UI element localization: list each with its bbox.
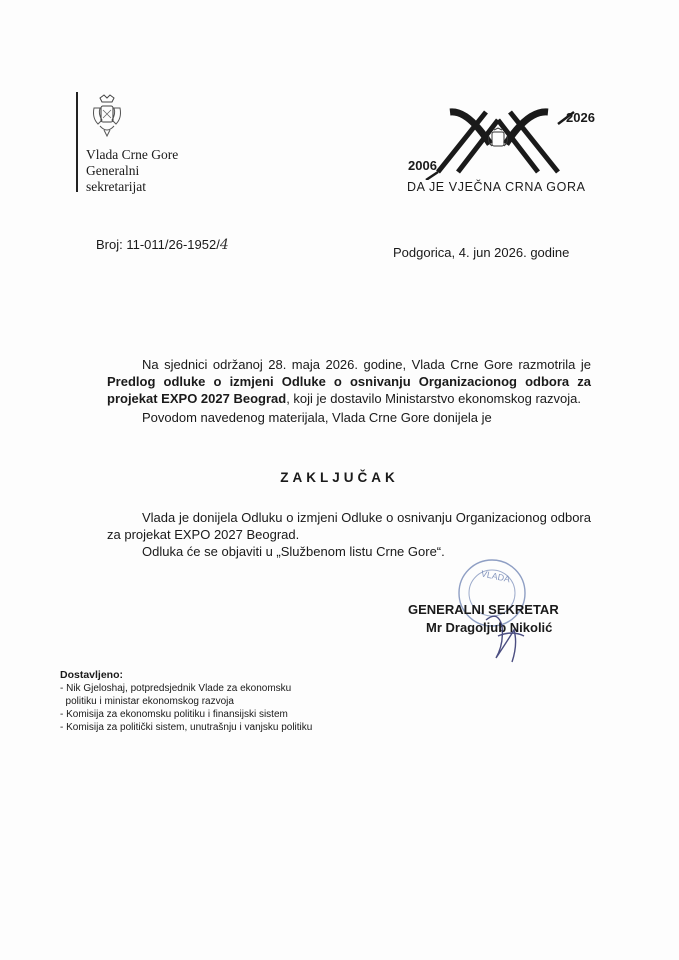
recipients-items <box>60 682 312 734</box>
organization-name <box>86 147 178 195</box>
document-body <box>107 356 591 426</box>
signatory-title: GENERALNI SEKRETAR <box>408 602 559 617</box>
org-line-1: Vlada Crne Gore <box>86 147 179 162</box>
body-paragraph-1 <box>107 356 591 407</box>
logo-year-start: 2006 <box>408 158 437 173</box>
signatory-name: Mr Dragoljub Nikolić <box>426 620 553 635</box>
letterhead-rule <box>76 92 78 192</box>
stamp-text: VLADA <box>480 568 512 585</box>
recipient-item: - Komisija za ekonomsku politiku i finansijski sistem <box>60 709 288 720</box>
coat-of-arms-icon <box>90 94 124 138</box>
reference-number <box>96 237 229 253</box>
conclusion-body <box>107 509 591 560</box>
recipient-item: - Komisija za politički sistem, unutrašnju i vanjsku politiku <box>60 722 313 733</box>
logo-year-end: 2026 <box>566 110 595 125</box>
handwritten-signature-icon <box>468 600 538 670</box>
anniversary-logo <box>398 100 608 200</box>
conclusion-text-1: Vlada je donijela Odluku o izmjeni Odluke o osnivanju Organizacionog odbora za projekat EXPO 2027 Beograd. <box>107 510 591 542</box>
logo-motto: DA JE VJEČNA CRNA GORA <box>407 180 586 194</box>
conclusion-heading: ZAKLJUČAK <box>280 470 399 485</box>
org-line-3: sekretarijat <box>86 179 146 194</box>
reference-handwritten: 4 <box>219 237 229 253</box>
recipient-item: - Nik Gjeloshaj, potpredsjednik Vlade za ekonomsku <box>60 683 292 694</box>
place-date: Podgorica, 4. jun 2026. godine <box>393 245 570 260</box>
recipient-item: politiku i ministar ekonomskog razvoja <box>60 696 234 707</box>
recipients-list <box>60 669 312 734</box>
p1-start: Na sjednici održanoj 28. maja 2026. godine, Vlada Crne Gore razmotrila je <box>142 357 591 372</box>
reference-text: Broj: 11-011/26-1952/ <box>96 237 220 252</box>
recipients-label: Dostavljeno: <box>60 669 124 681</box>
org-line-2: Generalni <box>86 163 140 178</box>
p1-proposal-title: Predlog odluke o izmjeni Odluke o osnivanju Organizacionog odbora za projekat EXPO 2027 Beograd <box>107 374 591 406</box>
body-paragraph-2: Povodom navedenog materijala, Vlada Crne Gore donijela je <box>142 410 492 425</box>
conclusion-text-2: Odluka će se objaviti u „Službenom listu Crne Gore“. <box>142 544 445 559</box>
p1-end: , koji je dostavilo Ministarstvo ekonomskog razvoja. <box>286 391 581 406</box>
